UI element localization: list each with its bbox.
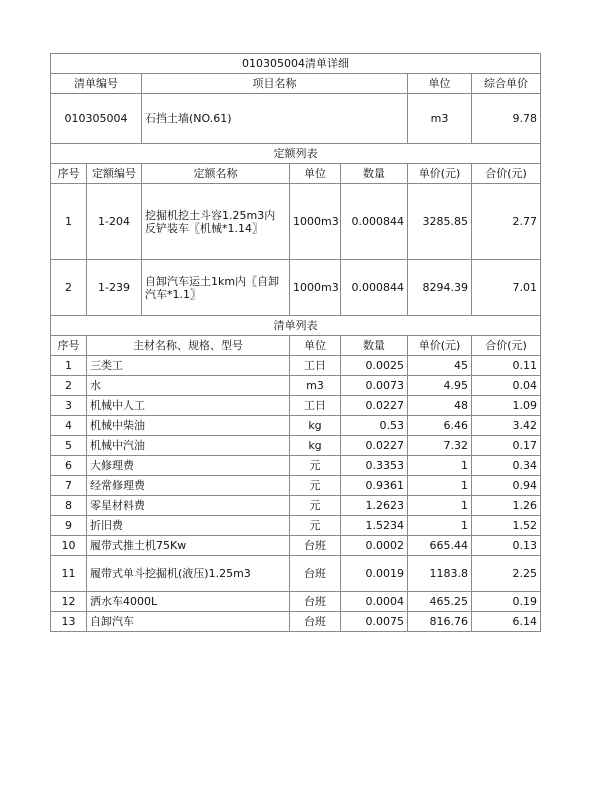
material-name: 零星材料费 xyxy=(87,496,290,516)
material-name: 履带式推土机75Kw xyxy=(87,536,290,556)
material-no: 8 xyxy=(51,496,87,516)
material-unit: 台班 xyxy=(290,612,341,632)
material-total: 0.04 xyxy=(472,376,541,396)
quota-qty: 0.000844 xyxy=(341,260,408,316)
material-name: 自卸汽车 xyxy=(87,612,290,632)
quota-col-price: 单价(元) xyxy=(408,164,472,184)
material-total: 6.14 xyxy=(472,612,541,632)
material-unit: m3 xyxy=(290,376,341,396)
material-unit: 元 xyxy=(290,516,341,536)
quota-total: 7.01 xyxy=(472,260,541,316)
quota-col-qty: 数量 xyxy=(341,164,408,184)
material-name: 水 xyxy=(87,376,290,396)
material-price: 816.76 xyxy=(408,612,472,632)
material-no: 10 xyxy=(51,536,87,556)
quota-name: 挖掘机挖土斗容1.25m3内反铲装车〖机械*1.14〗 xyxy=(142,184,290,260)
material-col-total: 合价(元) xyxy=(472,336,541,356)
quota-code: 1-204 xyxy=(87,184,142,260)
material-name: 大修理费 xyxy=(87,456,290,476)
material-col-name: 主材名称、规格、型号 xyxy=(87,336,290,356)
material-col-unit: 单位 xyxy=(290,336,341,356)
material-price: 1 xyxy=(408,516,472,536)
material-row xyxy=(51,592,541,612)
material-row xyxy=(51,536,541,556)
quota-unit: 1000m3 xyxy=(290,184,341,260)
material-qty: 0.0227 xyxy=(341,396,408,416)
material-qty: 0.3353 xyxy=(341,456,408,476)
material-qty: 1.2623 xyxy=(341,496,408,516)
material-price: 7.32 xyxy=(408,436,472,456)
bill-detail-table xyxy=(50,53,541,632)
header-price: 综合单价 xyxy=(472,74,541,94)
material-no: 6 xyxy=(51,456,87,476)
material-qty: 0.9361 xyxy=(341,476,408,496)
material-price: 1183.8 xyxy=(408,556,472,592)
material-unit: kg xyxy=(290,436,341,456)
material-name: 履带式单斗挖掘机(液压)1.25m3 xyxy=(87,556,290,592)
material-total: 0.11 xyxy=(472,356,541,376)
material-col-qty: 数量 xyxy=(341,336,408,356)
quota-col-unit: 单位 xyxy=(290,164,341,184)
material-qty: 0.0073 xyxy=(341,376,408,396)
material-price: 1 xyxy=(408,456,472,476)
material-no: 9 xyxy=(51,516,87,536)
material-price: 465.25 xyxy=(408,592,472,612)
material-total: 0.17 xyxy=(472,436,541,456)
material-no: 5 xyxy=(51,436,87,456)
quota-header-row xyxy=(51,164,541,184)
material-unit: 工日 xyxy=(290,396,341,416)
material-no: 12 xyxy=(51,592,87,612)
material-no: 2 xyxy=(51,376,87,396)
material-qty: 0.0075 xyxy=(341,612,408,632)
quota-unit: 1000m3 xyxy=(290,260,341,316)
quota-col-no: 序号 xyxy=(51,164,87,184)
material-unit: 工日 xyxy=(290,356,341,376)
material-qty: 1.5234 xyxy=(341,516,408,536)
header-code: 清单编号 xyxy=(51,74,142,94)
quota-name: 自卸汽车运土1km内〖自卸汽车*1.1〗 xyxy=(142,260,290,316)
quota-price: 3285.85 xyxy=(408,184,472,260)
material-total: 2.25 xyxy=(472,556,541,592)
material-no: 11 xyxy=(51,556,87,592)
material-total: 1.26 xyxy=(472,496,541,516)
material-unit: 元 xyxy=(290,476,341,496)
quota-total: 2.77 xyxy=(472,184,541,260)
quota-row xyxy=(51,260,541,316)
material-no: 3 xyxy=(51,396,87,416)
material-unit: 元 xyxy=(290,496,341,516)
material-price: 4.95 xyxy=(408,376,472,396)
quota-row xyxy=(51,184,541,260)
material-col-no: 序号 xyxy=(51,336,87,356)
table-title: 010305004清单详细 xyxy=(51,54,541,74)
quota-qty: 0.000844 xyxy=(341,184,408,260)
material-row xyxy=(51,496,541,516)
material-row xyxy=(51,396,541,416)
material-name: 折旧费 xyxy=(87,516,290,536)
quota-section-title: 定额列表 xyxy=(51,144,541,164)
material-row xyxy=(51,436,541,456)
material-no: 4 xyxy=(51,416,87,436)
material-total: 1.09 xyxy=(472,396,541,416)
material-unit: kg xyxy=(290,416,341,436)
quota-no: 1 xyxy=(51,184,87,260)
quota-col-total: 合价(元) xyxy=(472,164,541,184)
quota-code: 1-239 xyxy=(87,260,142,316)
material-col-price: 单价(元) xyxy=(408,336,472,356)
header-unit: 单位 xyxy=(408,74,472,94)
material-qty: 0.53 xyxy=(341,416,408,436)
material-price: 1 xyxy=(408,496,472,516)
material-unit: 台班 xyxy=(290,556,341,592)
material-row xyxy=(51,376,541,396)
material-total: 0.13 xyxy=(472,536,541,556)
material-price: 48 xyxy=(408,396,472,416)
material-name: 三类工 xyxy=(87,356,290,376)
material-row xyxy=(51,556,541,592)
material-section-title: 清单列表 xyxy=(51,316,541,336)
material-qty: 0.0004 xyxy=(341,592,408,612)
material-name: 机械中人工 xyxy=(87,396,290,416)
material-price: 665.44 xyxy=(408,536,472,556)
material-unit: 台班 xyxy=(290,592,341,612)
material-row xyxy=(51,516,541,536)
material-row xyxy=(51,356,541,376)
material-row xyxy=(51,456,541,476)
material-name: 经常修理费 xyxy=(87,476,290,496)
item-code: 010305004 xyxy=(51,94,142,144)
material-no: 1 xyxy=(51,356,87,376)
header-name: 项目名称 xyxy=(142,74,408,94)
material-price: 45 xyxy=(408,356,472,376)
material-row xyxy=(51,416,541,436)
quota-price: 8294.39 xyxy=(408,260,472,316)
item-unit: m3 xyxy=(408,94,472,144)
material-qty: 0.0227 xyxy=(341,436,408,456)
material-qty: 0.0019 xyxy=(341,556,408,592)
quota-col-name: 定额名称 xyxy=(142,164,290,184)
material-name: 洒水车4000L xyxy=(87,592,290,612)
material-no: 13 xyxy=(51,612,87,632)
material-total: 0.34 xyxy=(472,456,541,476)
material-row xyxy=(51,476,541,496)
quota-no: 2 xyxy=(51,260,87,316)
item-price: 9.78 xyxy=(472,94,541,144)
material-qty: 0.0002 xyxy=(341,536,408,556)
material-qty: 0.0025 xyxy=(341,356,408,376)
item-name: 石挡土墙(NO.61) xyxy=(142,94,408,144)
material-total: 0.94 xyxy=(472,476,541,496)
quota-col-code: 定额编号 xyxy=(87,164,142,184)
material-no: 7 xyxy=(51,476,87,496)
material-row xyxy=(51,612,541,632)
material-unit: 元 xyxy=(290,456,341,476)
material-total: 0.19 xyxy=(472,592,541,612)
material-name: 机械中柴油 xyxy=(87,416,290,436)
material-header-row xyxy=(51,336,541,356)
material-unit: 台班 xyxy=(290,536,341,556)
material-price: 1 xyxy=(408,476,472,496)
material-total: 3.42 xyxy=(472,416,541,436)
material-total: 1.52 xyxy=(472,516,541,536)
material-price: 6.46 xyxy=(408,416,472,436)
material-name: 机械中汽油 xyxy=(87,436,290,456)
